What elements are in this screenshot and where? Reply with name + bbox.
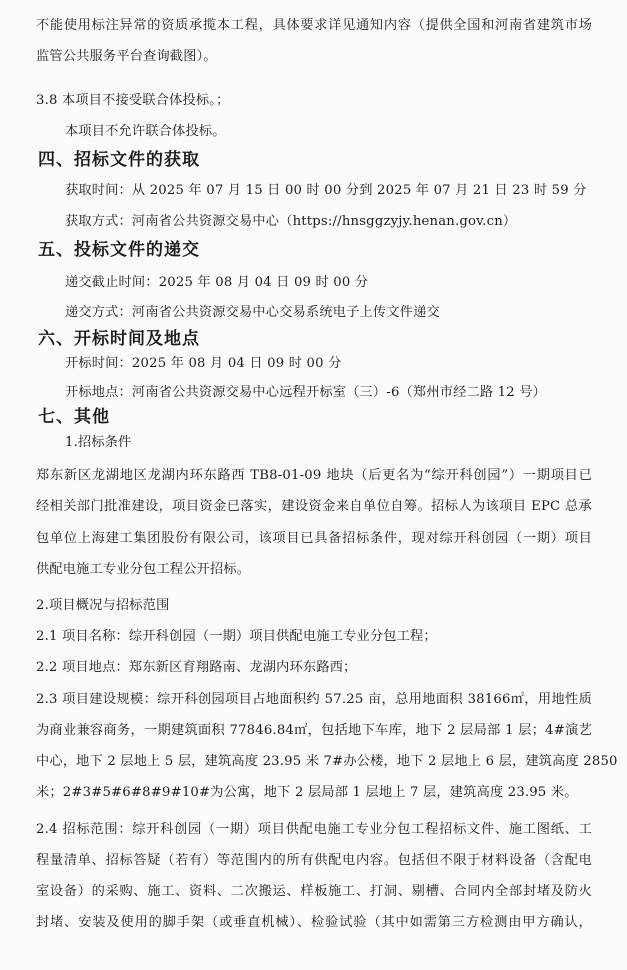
paragraph-line: 监管公共服务平台查询截图）。	[36, 49, 217, 64]
project-name: 2.1 项目名称：综开科创园（一期）项目供配电施工专业分包工程；	[36, 629, 437, 644]
subsection-title: 2.项目概况与招标范围	[36, 598, 170, 613]
submit-deadline: 递交截止时间：2025 年 08 月 04 日 09 时 00 分	[65, 275, 369, 290]
opening-location: 开标地点：河南省公共资源交易中心远程开标室（三）-6（郑州市经二路 12 号）	[65, 385, 546, 400]
section-heading-6: 六、开标时间及地点	[38, 329, 200, 349]
paragraph-line: 供配电施工专业分包工程公开招标。	[36, 562, 251, 577]
project-location: 2.2 项目地点：郑东新区育翔路南、龙湖内环东路西；	[36, 660, 357, 675]
acquire-time: 获取时间：从 2025 年 07 月 15 日 00 时 00 分到 2025 年 07 月 21 日 23 时 59 分	[65, 183, 587, 198]
paragraph-line: 包单位上海建工集团股份有限公司，该项目已具备招标条件，现对综开科创园（一期）项目	[36, 531, 592, 546]
subsection-title: 1.招标条件	[65, 435, 132, 450]
paragraph-line: 米；2#3#5#6#8#9#10#为公寓，地下 2 层局部 1 层地上 7 层，建筑高度 23.95 米。	[36, 785, 578, 800]
submit-method: 递交方式：河南省公共资源交易中心交易系统电子上传文件递交	[65, 305, 440, 320]
paragraph-line: 封堵、安装及使用的脚手架（或垂直机械）、检验试验（其中如需第三方检测由甲方确认，	[36, 915, 592, 930]
paragraph-line: 2.4 招标范围：综开科创园（一期）项目供配电施工专业分包工程招标文件、施工图纸、工	[36, 822, 592, 837]
section-heading-5: 五、投标文件的递交	[38, 240, 200, 260]
paragraph-line: 室设备）的采购、施工、资料、二次搬运、样板施工、打洞、剔槽、合同内全部封堵及防火	[36, 884, 592, 899]
paragraph-line: 经相关部门批准建设，项目资金已落实，建设资金来自单位自筹。招标人为该项目 EPC 总承	[36, 499, 592, 514]
opening-time: 开标时间：2025 年 08 月 04 日 09 时 00 分	[65, 356, 342, 371]
paragraph-line: 不能使用标注异常的资质承揽本工程，具体要求详见通知内容（提供全国和河南省建筑市场	[36, 18, 592, 33]
paragraph-line: 为商业兼容商务，一期建筑面积 77846.84㎡，包括地下车库，地下 2 层局部 1 层；4#演艺	[36, 723, 592, 738]
acquire-method: 获取方式：河南省公共资源交易中心（https://hnsggzyjy.henan.gov.cn）	[65, 214, 517, 229]
section-heading-4: 四、招标文件的获取	[38, 150, 200, 170]
section-heading-7: 七、其他	[38, 407, 110, 427]
paragraph-line: 中心，地下 2 层地上 5 层，建筑高度 23.95 米 7#办公楼，地下 2 层地上 6 层，建筑高度 2850	[36, 754, 618, 769]
paragraph-line: 程量清单、招标答疑（若有）等范围内的所有供配电内容。包括但不限于材料设备（含配电	[36, 853, 592, 868]
paragraph-line: 本项目不允许联合体投标。	[65, 124, 226, 139]
paragraph-line: 2.3 项目建设规模：综开科创园项目占地面积约 57.25 亩，总用地面积 38166㎡，用地性质	[36, 692, 592, 707]
paragraph-line: 郑东新区龙湖地区龙湖内环东路西 TB8-01-09 地块（后更名为“综开科创园”）一期项目已	[36, 468, 592, 483]
section-item: 3.8 本项目不接受联合体投标。；	[36, 93, 230, 108]
